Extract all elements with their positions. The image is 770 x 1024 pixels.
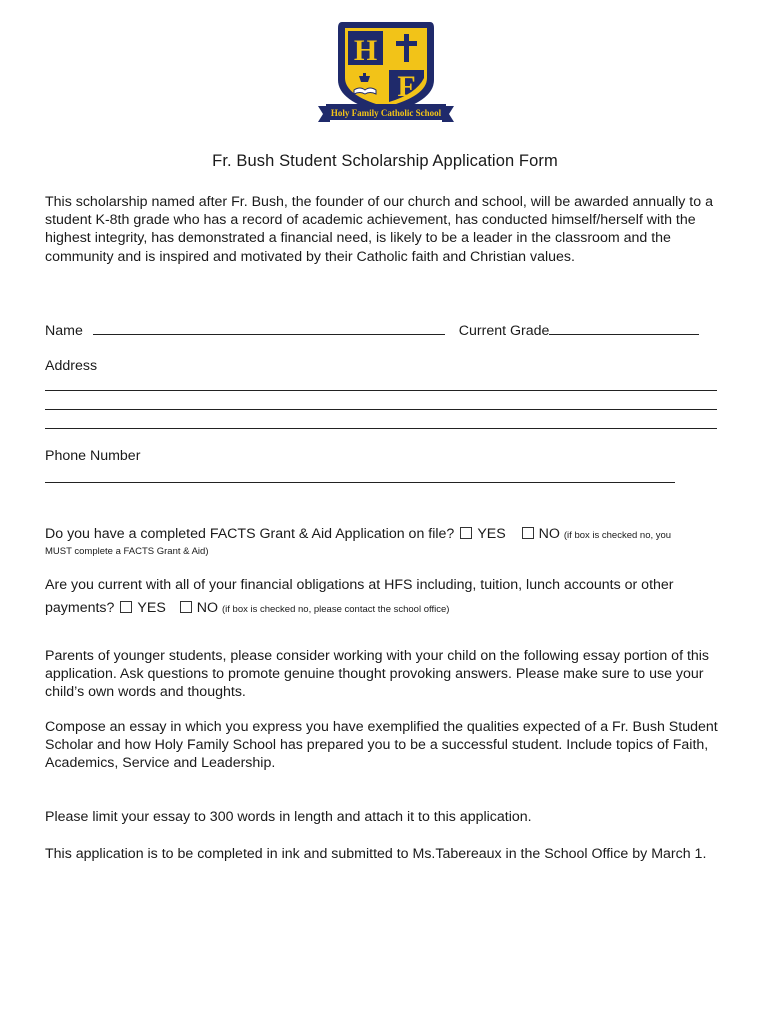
cross-icon (404, 34, 409, 62)
grade-label: Current Grade (458, 323, 550, 339)
financial-yes-label: YES (137, 600, 166, 616)
address-line-1[interactable] (45, 390, 717, 391)
form-title: Fr. Bush Student Scholarship Application Form (212, 152, 558, 170)
submission-paragraph: This application is to be completed in ink and submitted to Ms.Tabereaux in the School Office by March 1. (45, 846, 707, 862)
address-line-3[interactable] (45, 428, 717, 429)
address-label: Address (45, 358, 98, 374)
banner-text: Holy Family Catholic School (330, 108, 442, 118)
crest-letter-h: H (353, 34, 378, 67)
financial-question-line2: payments? (45, 600, 115, 616)
facts-yes-checkbox[interactable] (460, 527, 472, 539)
financial-note: (if box is checked no, please contact the school office) (221, 604, 450, 615)
facts-no-label: NO (538, 526, 560, 542)
name-label: Name (45, 323, 83, 339)
financial-no-label: NO (196, 600, 219, 616)
word-limit-paragraph: Please limit your essay to 300 words in length and attach it to this application. (45, 809, 532, 825)
facts-note-part1: (if box is checked no, you (563, 530, 672, 541)
facts-yes-label: YES (477, 526, 506, 542)
facts-question-row (45, 526, 671, 542)
financial-yes-checkbox[interactable] (120, 601, 132, 613)
financial-question-line1: Are you current with all of your financial obligations at HFS including, tuition, lunch accounts or other (45, 577, 674, 593)
crest-letter-f: F (397, 70, 416, 103)
parents-paragraph: Parents of younger students, please consider working with your child on the following essay portion of this application. Ask questions to promote genuine thought provoking answers. Please make sure to use your child’s own words and thoughts. (45, 648, 710, 701)
facts-no-checkbox[interactable] (522, 527, 534, 539)
address-line-2[interactable] (45, 409, 717, 410)
name-grade-row (45, 322, 699, 339)
school-crest-logo (312, 18, 460, 130)
financial-no-checkbox[interactable] (180, 601, 192, 613)
essay-prompt-paragraph: Compose an essay in which you express you have exemplified the qualities expected of a Fr. Bush Student Scholar and how Holy Family School has prepared you to be a successful student. Include topics of Faith, Academics, Service and Leadership. (45, 719, 718, 772)
name-field[interactable] (93, 322, 445, 335)
financial-question-row (45, 600, 449, 616)
facts-note-part2: MUST complete a FACTS Grant & Aid) (45, 546, 209, 557)
phone-label: Phone Number (45, 448, 141, 464)
facts-question: Do you have a completed FACTS Grant & Aid Application on file? (45, 526, 455, 542)
intro-paragraph: This scholarship named after Fr. Bush, the founder of our church and school, will be awarded annually to a student K-8th grade who has a record of academic achievement, has conducted himself/herself with the highest integrity, has demonstrated a financial need, is likely to be a leader in the classroom and the community and is inspired and motivated by their Catholic faith and Christian values. (45, 194, 713, 265)
phone-field[interactable] (45, 482, 675, 483)
grade-field[interactable] (549, 322, 699, 335)
